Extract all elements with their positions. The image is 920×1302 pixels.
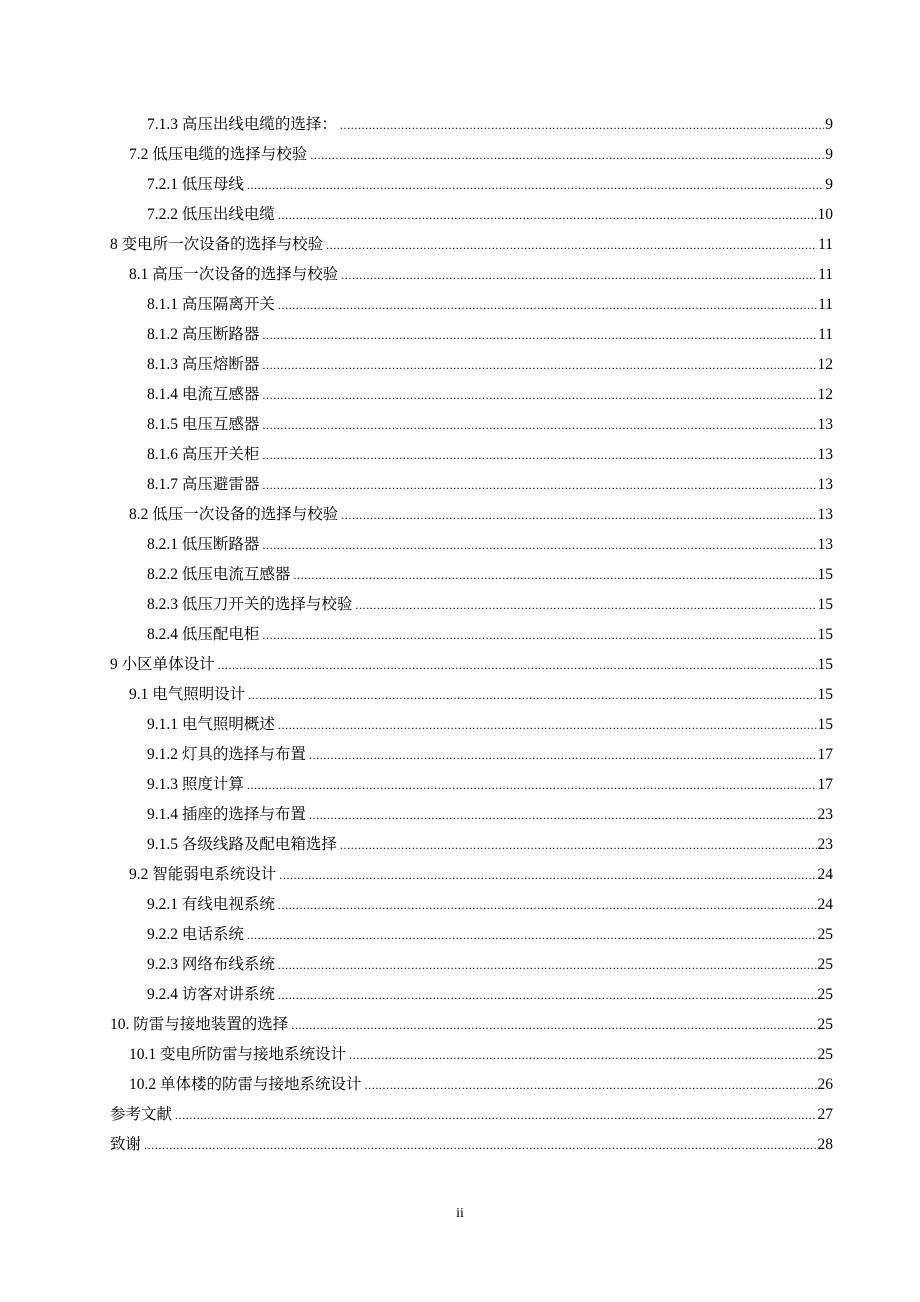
toc-dot-leader <box>262 470 816 500</box>
toc-entry[interactable] <box>110 410 833 440</box>
toc-entry-page: 25 <box>817 1016 833 1033</box>
toc-entry-page: 24 <box>817 866 833 883</box>
toc-dot-leader <box>326 230 817 260</box>
toc-entry[interactable] <box>110 740 833 770</box>
toc-entry-title: 9.1.5 各级线路及配电箱选择 <box>147 836 337 853</box>
table-of-contents <box>110 110 833 1160</box>
toc-entry[interactable] <box>110 140 833 170</box>
toc-entry[interactable] <box>110 530 833 560</box>
toc-entry-page: 25 <box>817 956 833 973</box>
toc-entry[interactable] <box>110 560 833 590</box>
toc-dot-leader <box>278 710 817 740</box>
toc-entry-title: 致谢 <box>110 1136 142 1153</box>
toc-entry[interactable] <box>110 650 833 680</box>
toc-dot-leader <box>341 260 817 290</box>
toc-entry-page: 25 <box>817 926 833 943</box>
toc-entry-page: 27 <box>817 1106 833 1123</box>
toc-entry[interactable] <box>110 890 833 920</box>
toc-entry-title: 7.2 低压电缆的选择与校验 <box>129 146 308 163</box>
toc-entry-page: 15 <box>817 596 833 613</box>
toc-dot-leader <box>278 980 817 1010</box>
toc-entry-page: 11 <box>818 236 833 253</box>
toc-dot-leader <box>278 290 817 320</box>
toc-dot-leader <box>262 350 816 380</box>
toc-entry-title: 9.1 电气照明设计 <box>129 686 246 703</box>
toc-dot-leader <box>340 110 824 140</box>
toc-entry-page: 11 <box>818 326 833 343</box>
toc-entry-page: 23 <box>817 836 833 853</box>
toc-entry-page: 13 <box>817 476 833 493</box>
toc-entry[interactable] <box>110 620 833 650</box>
toc-dot-leader <box>309 800 817 830</box>
toc-entry-title: 7.2.1 低压母线 <box>147 176 244 193</box>
toc-entry-page: 26 <box>817 1076 833 1093</box>
toc-entry-title: 9.2.2 电话系统 <box>147 926 244 943</box>
toc-entry-page: 25 <box>817 1046 833 1063</box>
toc-dot-leader <box>262 440 816 470</box>
toc-entry-page: 13 <box>817 536 833 553</box>
toc-entry-page: 17 <box>817 746 833 763</box>
toc-entry-title: 8.1.1 高压隔离开关 <box>147 296 275 313</box>
toc-dot-leader <box>247 920 817 950</box>
toc-entry-title: 9 小区单体设计 <box>110 656 215 673</box>
toc-entry-page: 11 <box>818 296 833 313</box>
toc-entry-title: 9.1.3 照度计算 <box>147 776 244 793</box>
toc-entry[interactable] <box>110 170 833 200</box>
toc-entry-page: 23 <box>817 806 833 823</box>
toc-dot-leader <box>247 770 817 800</box>
toc-dot-leader <box>310 140 824 170</box>
toc-dot-leader <box>340 830 817 860</box>
toc-entry[interactable] <box>110 110 833 140</box>
toc-entry-title: 9.2.4 访客对讲系统 <box>147 986 275 1003</box>
toc-entry-title: 8.2.4 低压配电柜 <box>147 626 260 643</box>
toc-entry[interactable] <box>110 590 833 620</box>
toc-entry-title: 8.2.2 低压电流互感器 <box>147 566 291 583</box>
toc-dot-leader <box>175 1100 816 1130</box>
toc-entry-page: 15 <box>817 656 833 673</box>
toc-entry[interactable] <box>110 320 833 350</box>
toc-entry-title: 8.2 低压一次设备的选择与校验 <box>129 506 339 523</box>
toc-dot-leader <box>262 380 816 410</box>
toc-entry[interactable] <box>110 680 833 710</box>
toc-entry-page: 11 <box>818 266 833 283</box>
toc-entry-page: 15 <box>817 716 833 733</box>
toc-entry-page: 12 <box>817 356 833 373</box>
toc-entry-title: 9.2.1 有线电视系统 <box>147 896 275 913</box>
toc-entry-title: 8.1.4 电流互感器 <box>147 386 260 403</box>
toc-dot-leader <box>365 1070 817 1100</box>
toc-entry[interactable] <box>110 860 833 890</box>
toc-entry[interactable] <box>110 1100 833 1130</box>
toc-entry-title: 9.2 智能弱电系统设计 <box>129 866 277 883</box>
toc-dot-leader <box>144 1130 816 1160</box>
toc-entry-title: 8.1.7 高压避雷器 <box>147 476 260 493</box>
toc-entry[interactable] <box>110 710 833 740</box>
toc-entry-title: 7.1.3 高压出线电缆的选择： <box>147 116 337 133</box>
toc-entry-page: 10 <box>817 206 833 223</box>
toc-entry-title: 9.1.2 灯具的选择与布置 <box>147 746 306 763</box>
toc-entry-page: 15 <box>817 566 833 583</box>
toc-entry-title: 9.2.3 网络布线系统 <box>147 956 275 973</box>
toc-entry-title: 10.1 变电所防雷与接地系统设计 <box>129 1046 347 1063</box>
toc-dot-leader <box>341 500 816 530</box>
toc-entry[interactable] <box>110 230 833 260</box>
toc-entry[interactable] <box>110 1010 833 1040</box>
toc-entry[interactable] <box>110 380 833 410</box>
toc-entry-page: 15 <box>817 626 833 643</box>
toc-entry-title: 8.1.6 高压开关柜 <box>147 446 260 463</box>
toc-entry-title: 7.2.2 低压出线电缆 <box>147 206 275 223</box>
toc-entry[interactable] <box>110 980 833 1010</box>
page-number-footer <box>0 1206 920 1222</box>
toc-entry-page: 9 <box>825 116 833 133</box>
toc-entry[interactable] <box>110 1070 833 1100</box>
toc-entry[interactable] <box>110 920 833 950</box>
toc-entry[interactable] <box>110 470 833 500</box>
toc-dot-leader <box>291 1010 816 1040</box>
toc-entry-title: 8 变电所一次设备的选择与校验 <box>110 236 324 253</box>
toc-entry-page: 13 <box>817 446 833 463</box>
toc-entry-page: 28 <box>817 1136 833 1153</box>
toc-entry-page: 9 <box>825 146 833 163</box>
toc-entry[interactable] <box>110 1040 833 1070</box>
toc-entry-title: 8.1.5 电压互感器 <box>147 416 260 433</box>
toc-entry[interactable] <box>110 440 833 470</box>
toc-dot-leader <box>262 410 816 440</box>
toc-entry-page: 9 <box>825 176 833 193</box>
toc-entry-page: 13 <box>817 506 833 523</box>
toc-entry[interactable] <box>110 950 833 980</box>
toc-dot-leader <box>218 650 817 680</box>
toc-entry-title: 10.2 单体楼的防雷与接地系统设计 <box>129 1076 362 1093</box>
toc-dot-leader <box>247 170 824 200</box>
toc-dot-leader <box>278 890 817 920</box>
toc-dot-leader <box>349 1040 816 1070</box>
toc-entry[interactable] <box>110 350 833 380</box>
toc-entry-title: 8.2.3 低压刀开关的选择与校验 <box>147 596 353 613</box>
toc-entry-page: 17 <box>817 776 833 793</box>
toc-entry-page: 12 <box>817 386 833 403</box>
toc-entry[interactable] <box>110 500 833 530</box>
toc-dot-leader <box>262 530 816 560</box>
toc-entry[interactable] <box>110 830 833 860</box>
toc-entry-page: 13 <box>817 416 833 433</box>
toc-entry[interactable] <box>110 200 833 230</box>
toc-entry[interactable] <box>110 1130 833 1160</box>
toc-entry[interactable] <box>110 290 833 320</box>
toc-dot-leader <box>278 200 817 230</box>
toc-entry-title: 8.1 高压一次设备的选择与校验 <box>129 266 339 283</box>
toc-entry-title: 9.1.4 插座的选择与布置 <box>147 806 306 823</box>
toc-entry-page: 24 <box>817 896 833 913</box>
toc-dot-leader <box>355 590 816 620</box>
toc-entry-title: 8.2.1 低压断路器 <box>147 536 260 553</box>
toc-entry[interactable] <box>110 800 833 830</box>
toc-entry-title: 8.1.3 高压熔断器 <box>147 356 260 373</box>
toc-dot-leader <box>309 740 817 770</box>
toc-entry-title: 8.1.2 高压断路器 <box>147 326 260 343</box>
toc-entry-title: 参考文献 <box>110 1106 173 1123</box>
toc-dot-leader <box>293 560 816 590</box>
toc-entry-page: 15 <box>817 686 833 703</box>
toc-entry[interactable] <box>110 260 833 290</box>
toc-entry-title: 10. 防雷与接地装置的选择 <box>110 1016 289 1033</box>
toc-dot-leader <box>279 860 816 890</box>
toc-dot-leader <box>262 620 816 650</box>
toc-dot-leader <box>262 320 817 350</box>
page-number: ii <box>456 1206 464 1221</box>
toc-entry[interactable] <box>110 770 833 800</box>
toc-entry-page: 25 <box>817 986 833 1003</box>
toc-dot-leader <box>278 950 817 980</box>
toc-dot-leader <box>248 680 816 710</box>
toc-entry-title: 9.1.1 电气照明概述 <box>147 716 275 733</box>
